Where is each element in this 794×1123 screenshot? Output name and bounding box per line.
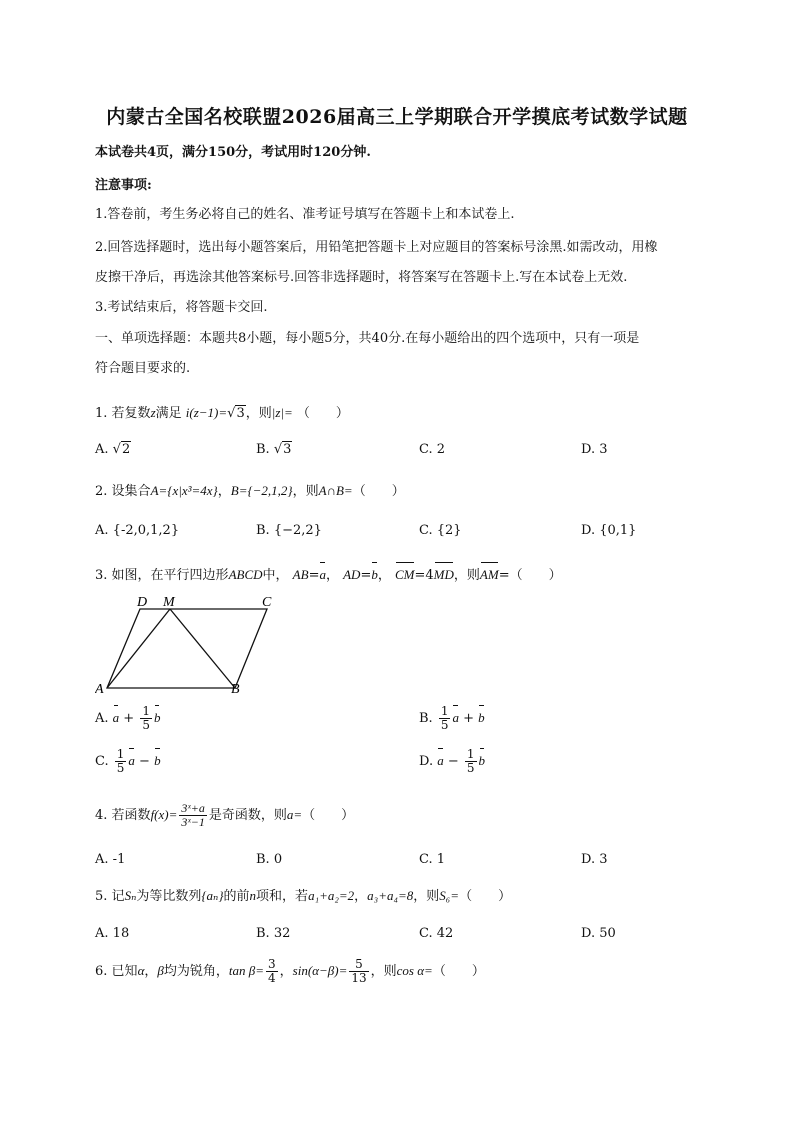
q5-option-a[interactable]: A. 18 xyxy=(95,926,130,941)
q5-option-b[interactable]: B. 32 xyxy=(256,926,291,941)
q2-option-b[interactable]: B. {−2,2} xyxy=(256,523,322,538)
q2-option-d[interactable]: D. {0,1} xyxy=(581,523,637,538)
notice-2b: 皮擦干净后，再选涂其他答案标号.回答非选择题时，将答案写在答题卡上.写在本试卷上无效. xyxy=(95,270,628,285)
q4-option-b[interactable]: B. 0 xyxy=(256,852,283,867)
question-6: 6. 已知α，β均为锐角，tan β= $\frac{3}{4}$ ，sin(α−β)= $\frac{5}{13}$ ，则cos α=（ ） xyxy=(95,957,485,985)
question-1: 1. 若复数z满足 i(z−1)=√3，则|z|= （ ） xyxy=(95,405,349,421)
notice-heading: 注意事项: xyxy=(95,178,152,193)
q4-option-d[interactable]: D. 3 xyxy=(581,852,608,867)
q1-option-d[interactable]: D. 3 xyxy=(581,442,608,457)
section1-heading-b: 符合题目要求的. xyxy=(95,361,191,376)
label-d: D xyxy=(137,595,148,610)
q5-option-c[interactable]: C. 42 xyxy=(419,926,454,941)
notice-1: 1.答卷前，考生务必将自己的姓名、准考证号填写在答题卡上和本试卷上. xyxy=(95,207,515,222)
question-5: 5. 记Sₙ为等比数列{aₙ}的前n项和，若a₁+a₂=2，a₃+a₄=8，则S₆=（ ） xyxy=(95,888,512,904)
q2-option-c[interactable]: C. {2} xyxy=(419,523,462,538)
q3-option-d[interactable]: D. a − $\frac{1}{5}$ b xyxy=(419,747,486,775)
q1-equation: i(z−1)= xyxy=(185,405,228,420)
q4-option-c[interactable]: C. 1 xyxy=(419,852,446,867)
q5-option-d[interactable]: D. 50 xyxy=(581,926,616,941)
label-m: M xyxy=(163,595,175,610)
question-4: 4. 若函数f(x)= $\frac{\text{3ˣ+a}}{\text{3ˣ−1}}$ 是奇函数，则a=（ ） xyxy=(95,801,355,829)
parallelogram-abcd xyxy=(107,609,267,688)
label-a: A xyxy=(95,682,104,694)
label-c: C xyxy=(262,595,272,610)
section1-heading-a: 一、单项选择题：本题共8小题，每小题5分，共40分.在每小题给出的四个选项中，只有一项是 xyxy=(95,331,640,346)
notice-3: 3.考试结束后，将答题卡交回. xyxy=(95,300,268,315)
q3-option-c[interactable]: C. $\frac{1}{5}$ a − b xyxy=(95,747,161,775)
q4-fraction: $\frac{\text{3ˣ+a}}{\text{3ˣ−1}}$ xyxy=(181,801,205,829)
q3-option-b[interactable]: B. $\frac{1}{5}$ a + b xyxy=(419,704,485,732)
q1-option-c[interactable]: C. 2 xyxy=(419,442,446,457)
q1-option-b[interactable]: B. √3 xyxy=(256,442,292,457)
label-b: B xyxy=(231,682,240,694)
notice-2a: 2.回答选择题时，选出每小题答案后，用铅笔把答题卡上对应题目的答案标号涂黑.如需改动，用橡 xyxy=(95,240,658,255)
q2-option-a[interactable]: A. {-2,0,1,2} xyxy=(95,523,180,538)
question-3: 3. 如图，在平行四边形ABCD中， AB=a， AD=b， CM=4MD，则AM=（ ） xyxy=(95,567,562,583)
segment-bm xyxy=(170,609,235,688)
segment-am xyxy=(107,609,170,688)
exam-title: 内蒙古全国名校联盟2026届高三上学期联合开学摸底考试数学试题 xyxy=(106,106,688,128)
intro-text: 本试卷共4页，满分150分，考试用时120分钟. xyxy=(95,145,371,160)
sqrt-symbol: √ xyxy=(227,406,236,421)
q1-option-a[interactable]: A. √2 xyxy=(95,442,131,457)
q4-option-a[interactable]: A. -1 xyxy=(95,852,126,867)
parallelogram-figure xyxy=(95,594,295,694)
intro-line xyxy=(95,143,705,163)
question-2: 2. 设集合A={x|x³=4x}，B={−2,1,2}，则A∩B=（ ） xyxy=(95,483,405,499)
q3-option-a[interactable]: A. a + $\frac{1}{5}$ b xyxy=(95,704,161,732)
